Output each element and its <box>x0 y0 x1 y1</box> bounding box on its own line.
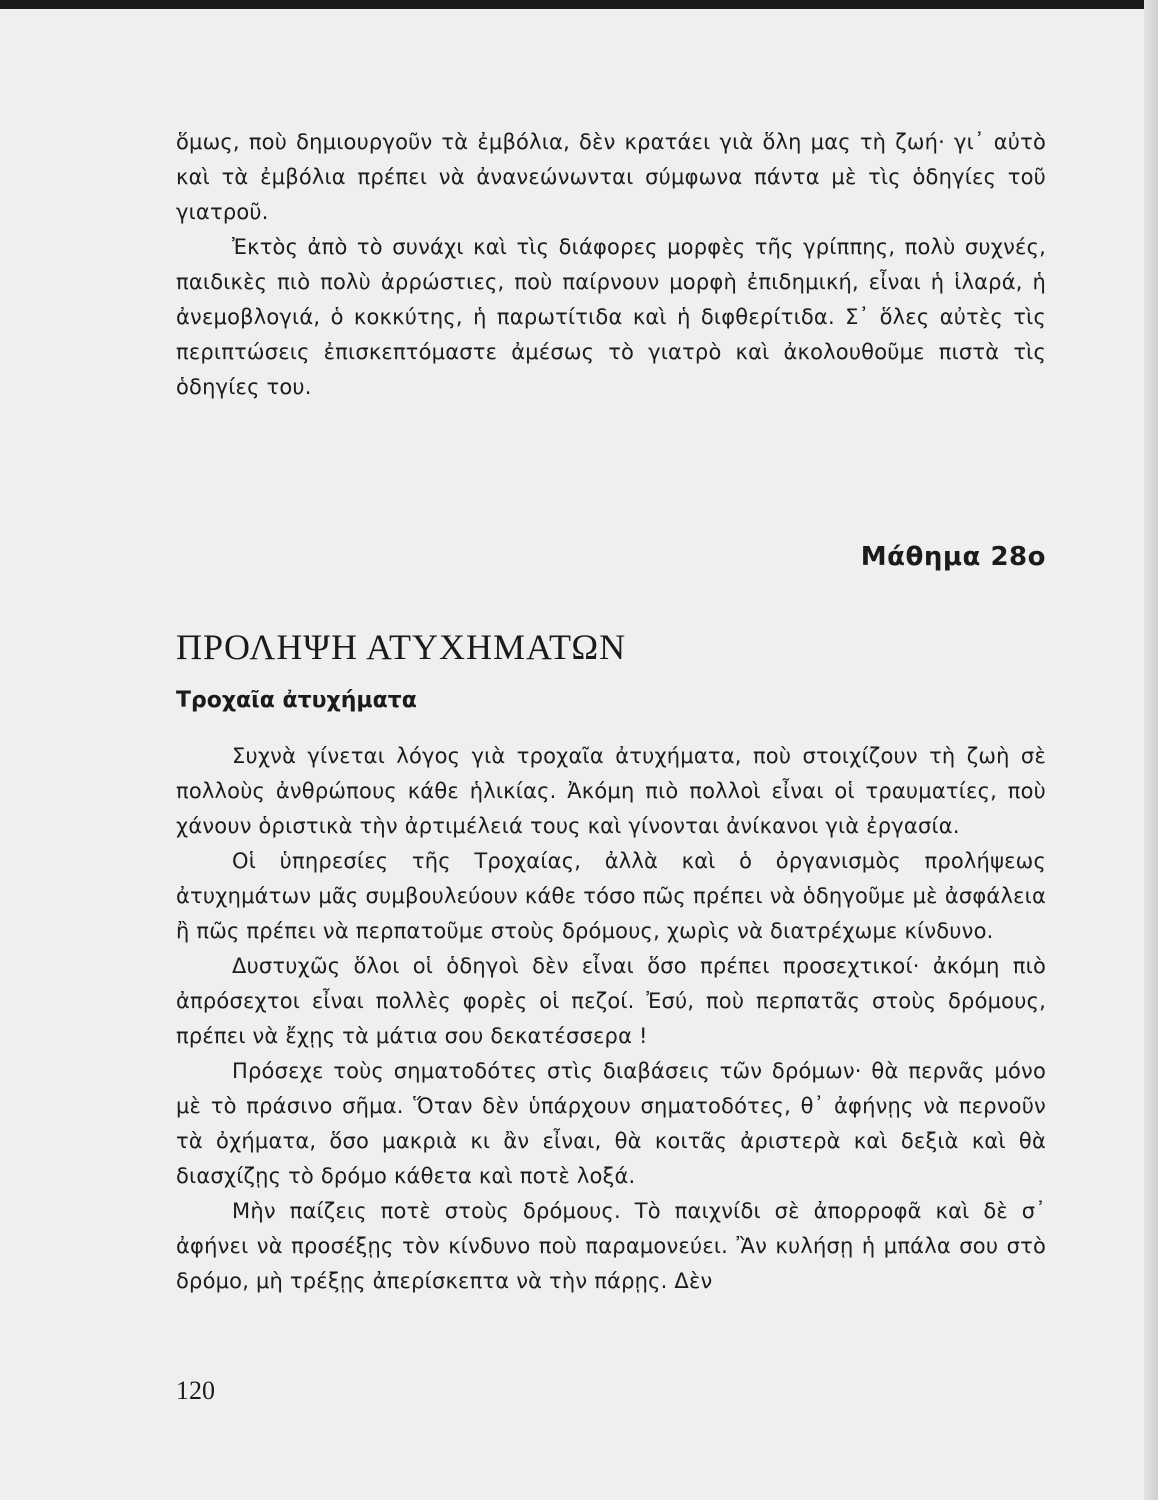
page-number: 120 <box>176 1376 215 1405</box>
scan-top-edge <box>0 0 1158 9</box>
section-paragraph-1: Συχνὰ γίνεται λόγος γιὰ τροχαῖα ἀτυχήματα, ποὺ στοιχίζουν τὴ ζωὴ σὲ πολλοὺς ἀνθρώπους κάθε ἡλικίας. Ἀκόμη πιὸ πολλοὶ εἶναι οἱ τραυματίες, ποὺ χάνουν ὁριστικὰ τὴν ἀρτιμέλειά τους καὶ γίνονται ἀνίκανοι γιὰ ἐργασία. <box>176 744 1046 838</box>
chapter-title: ΠΡΟΛΗΨΗ ΑΤΥΧΗΜΑΤΩΝ <box>176 627 627 667</box>
section-paragraph-2: Οἱ ὑπηρεσίες τῆς Τροχαίας, ἀλλὰ καὶ ὁ ὀργανισμὸς προλήψεως ἀτυχημάτων μᾶς συμβουλεύουν κάθε τόσο πῶς πρέπει νὰ ὁδηγοῦμε μὲ ἀσφάλεια ἢ πῶς πρέπει νὰ περπατοῦμε στοὺς δρόμους, χωρὶς νὰ διατρέχωμε κίνδυνο. <box>176 849 1046 943</box>
section-title: Τροχαῖα ἀτυχήματα <box>176 688 417 713</box>
section-paragraph-4: Πρόσεχε τοὺς σηματοδότες στὶς διαβάσεις τῶν δρόμων· θὰ περνᾶς μόνο μὲ τὸ πράσινο σῆμα. Ὅταν δὲν ὑπάρχουν σηματοδότες, θ᾽ ἀφήνῃς νὰ περνοῦν τὰ ὀχήματα, ὅσο μακριὰ κι ἂν εἶναι, θὰ κοιτᾶς ἀριστερὰ καὶ δεξιὰ καὶ θὰ διασχίζῃς τὸ δρόμο κάθετα καὶ ποτὲ λοξά. <box>176 1059 1046 1188</box>
intro-paragraph-2: Ἐκτὸς ἀπὸ τὸ συνάχι καὶ τὶς διάφορες μορφὲς τῆς γρίππης, πολὺ συχνές, παιδικὲς πιὸ πολὺ ἀρρώστιες, ποὺ παίρνουν μορφὴ ἐπιδημική, εἶναι ἡ ἱλαρά, ἡ ἀνεμοβλογιά, ὁ κοκκύτης, ἡ παρωτίτιδα καὶ ἡ διφθερίτιδα. Σ᾽ ὅλες αὐτὲς τὶς περιπτώσεις ἐπισκεπτόμαστε ἀμέσως τὸ γιατρὸ καὶ ἀκολουθοῦμε πιστὰ τὶς ὁδηγίες του. <box>176 235 1046 399</box>
section-paragraph-3: Δυστυχῶς ὅλοι οἱ ὁδηγοὶ δὲν εἶναι ὅσο πρέπει προσεχτικοί· ἀκόμη πιὸ ἀπρόσεχτοι εἶναι πολλὲς φορὲς οἱ πεζοί. Ἐσύ, ποὺ περπατᾶς στοὺς δρόμους, πρέπει νὰ ἔχῃς τὰ μάτια σου δεκατέσσερα ! <box>176 954 1046 1048</box>
section-paragraph-5: Μὴν παίζεις ποτὲ στοὺς δρόμους. Τὸ παιχνίδι σὲ ἀπορροφᾶ καὶ δὲ σ᾽ ἀφήνει νὰ προσέξῃς τὸν κίνδυνο ποὺ παραμονεύει. Ἂν κυλήσῃ ἡ μπάλα σου στὸ δρόμο, μὴ τρέξῃς ἀπερίσκεπτα νὰ τὴν πάρῃς. Δὲν <box>176 1199 1046 1293</box>
intro-text-block <box>176 125 1046 405</box>
section-text-block <box>176 739 1046 1299</box>
intro-paragraph-1: ὅμως, ποὺ δημιουργοῦν τὰ ἐμβόλια, δὲν κρατάει γιὰ ὅλη μας τὴ ζωή· γι᾽ αὐτὸ καὶ τὰ ἐμβόλια πρέπει νὰ ἀνανεώνωνται σύμφωνα πάντα μὲ τὶς ὁδηγίες τοῦ γιατροῦ. <box>176 130 1046 224</box>
scan-right-edge <box>1144 0 1158 1500</box>
lesson-label: Μάθημα 28ο <box>860 542 1046 572</box>
